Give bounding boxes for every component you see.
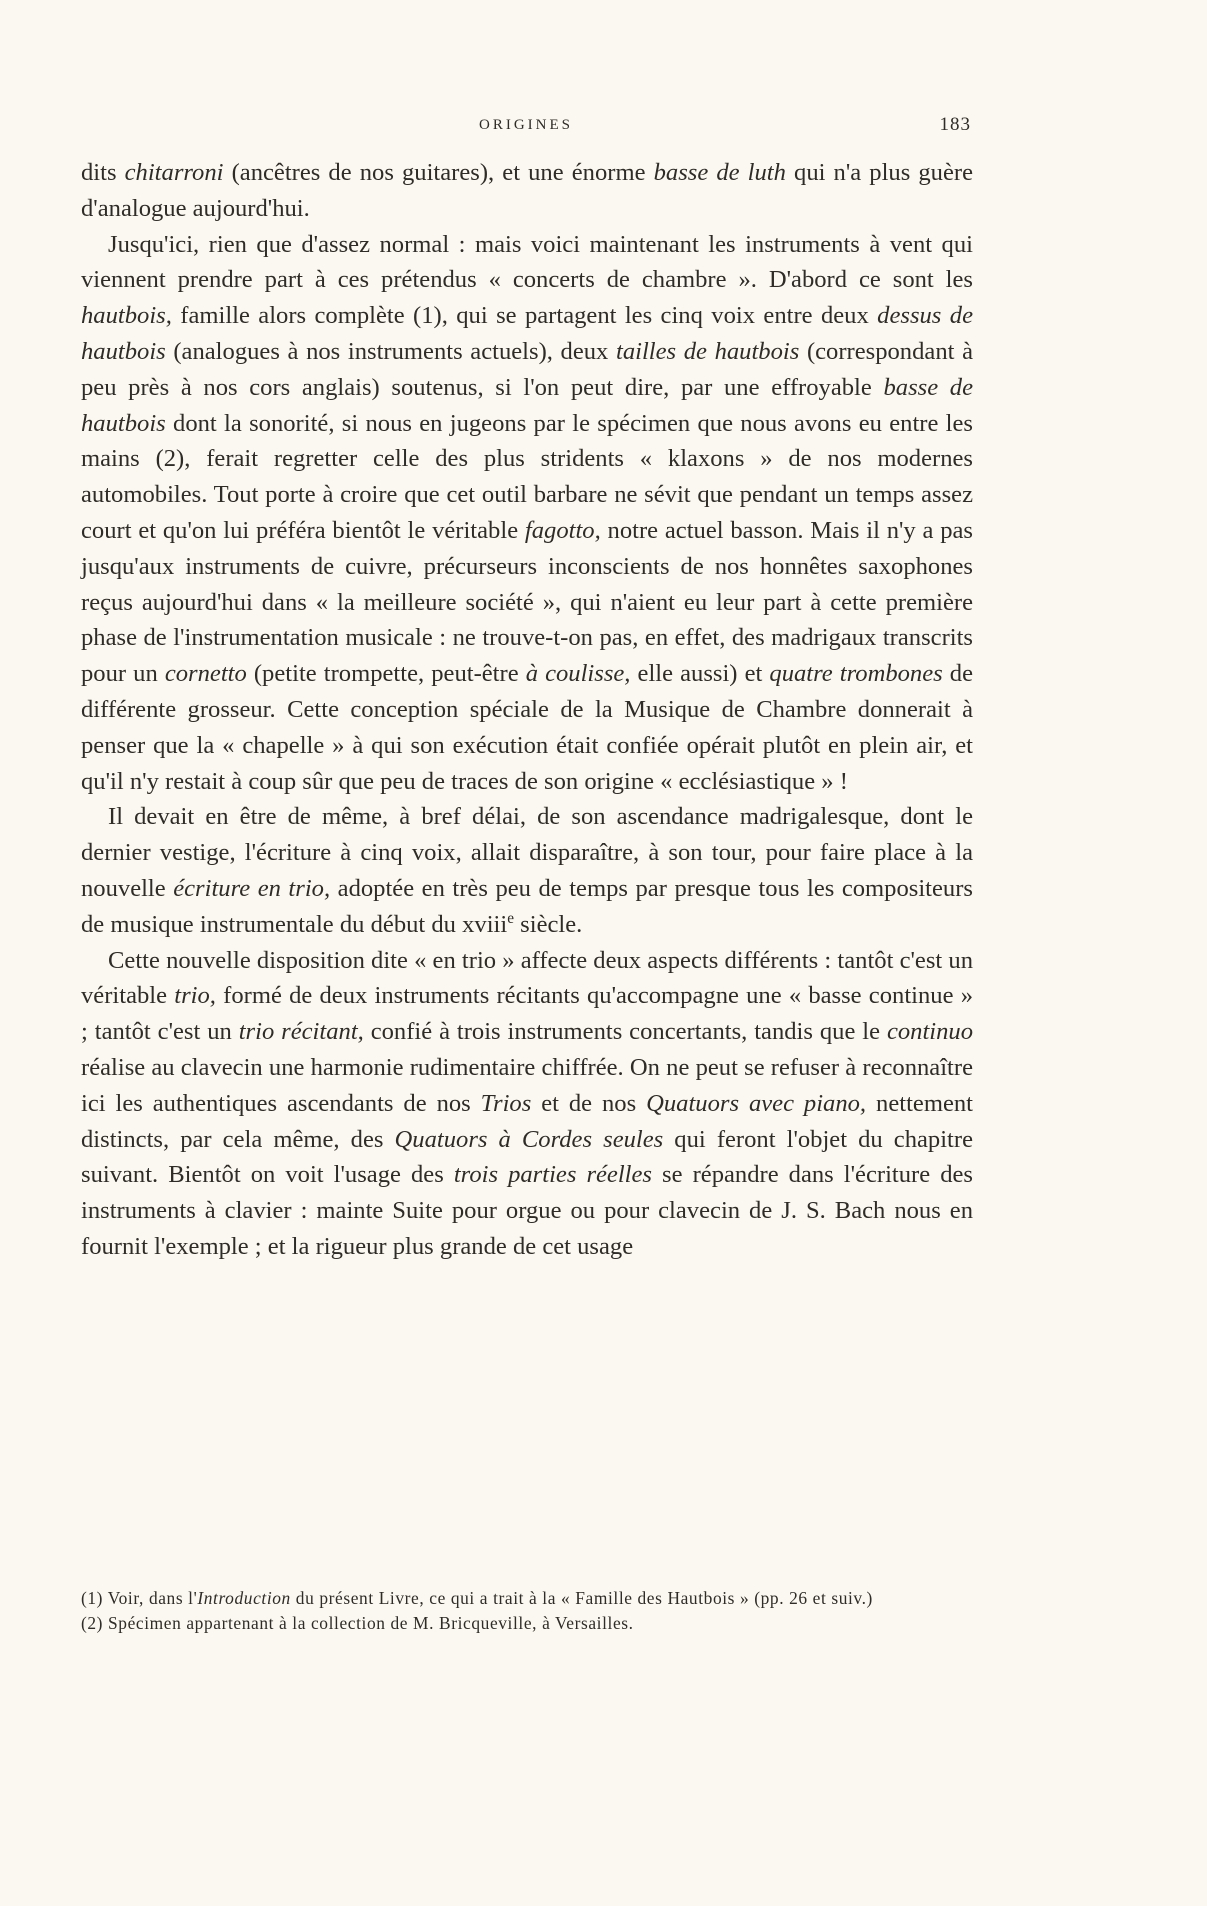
text-run: et de nos xyxy=(531,1089,647,1117)
text-run: famille alors complète (1), qui se partagent les cinq voix entre deux xyxy=(171,302,878,330)
paragraph-4 xyxy=(81,943,973,1265)
text-run: Il devait en être de même, à bref délai, de son ascendance madrigalesque, dont le dernier vestige, l'écriture à cinq voix, allait disparaître, à son tour, pour faire place à la nouvelle xyxy=(81,803,973,902)
paragraph-1 xyxy=(81,155,973,227)
italic-run: Trios xyxy=(480,1089,532,1117)
italic-run: à coulisse, xyxy=(525,660,631,688)
italic-run: chitarroni xyxy=(124,159,224,186)
text-run: (2) Spécimen appartenant à la collection de M. Bricqueville, à Versailles. xyxy=(81,1613,634,1633)
paragraph-2 xyxy=(81,227,973,800)
italic-run: trois parties réelles xyxy=(453,1161,652,1189)
text-run: (analogues à nos instruments actuels), deux xyxy=(165,337,616,365)
text-run: réalise au clavecin une harmonie rudimentaire chiffrée. On ne peut se refuser à reconnaître ici les authentiques ascendants de nos xyxy=(81,1053,973,1117)
text-run: Cette nouvelle disposition dite « en trio » affecte deux aspects différents : tantôt c'est un véritable xyxy=(81,946,973,1010)
italic-run: trio récitant, xyxy=(238,1018,364,1046)
italic-run: quatre trombones xyxy=(769,660,943,688)
page-number: 183 xyxy=(939,114,971,135)
running-head xyxy=(81,114,971,142)
text-run: qui n'a plus guère d'analogue aujourd'hui. xyxy=(81,159,973,222)
text-run: de différente grosseur. Cette conception spéciale de la Musique de Chambre donnerait à penser que la « chapelle » à qui son exécution était confiée opérait plutôt en plein air, et qu'il n'y restait à coup sûr que peu de traces de son origine « ecclésiastique » ! xyxy=(81,660,974,795)
main-text xyxy=(81,155,973,1265)
text-run: adoptée en très peu de temps par presque tous les compositeurs de musique instrumentale du début du xviii xyxy=(81,874,973,938)
text-run: confié à trois instruments concertants, tandis que le xyxy=(363,1018,887,1046)
text-run: formé de deux instruments récitants qu'accompagne une « basse continue » ; tantôt c'est un xyxy=(81,982,973,1046)
italic-run: écriture en trio, xyxy=(173,874,331,902)
text-run: qui feront l'objet du chapitre suivant. Bientôt on voit l'usage des xyxy=(81,1125,973,1189)
italic-run: dessus de hautbois xyxy=(81,302,973,365)
text-run: nettement distincts, par cela même, des xyxy=(81,1089,973,1153)
footnote-2 xyxy=(81,1611,993,1636)
italic-run: Introduction xyxy=(197,1588,291,1608)
italic-run: cornetto xyxy=(164,660,247,688)
italic-run: trio, xyxy=(174,982,216,1010)
text-run: notre actuel basson. Mais il n'y a pas jusqu'aux instruments de cuivre, précurseurs inconscients de nos honnêtes saxophones reçus aujourd'hui dans « la meilleure société », qui n'aient eu leur part à cette première phase de l'instrumentation musicale : ne trouve-t-on pas, en effet, des madrigaux transcrits pour un xyxy=(81,516,974,688)
text-run: (1) Voir, dans l' xyxy=(81,1588,198,1608)
italic-run: Quatuors avec piano, xyxy=(646,1089,867,1117)
paragraph-3 xyxy=(81,799,973,942)
italic-run: continuo xyxy=(886,1018,974,1046)
italic-run: basse de hautbois xyxy=(81,373,974,437)
italic-run: Quatuors à Cordes seules xyxy=(394,1125,664,1153)
text-run: (correspondant à peu près à nos cors anglais) soutenus, si l'on peut dire, par une effroyable xyxy=(81,337,973,401)
footnote-1 xyxy=(81,1586,993,1611)
text-run: dont la sonorité, si nous en jugeons par le spécimen que nous avons eu entre les mains (2), ferait regretter celle des plus stridents « klaxons » de nos modernes automobiles. Tout porte à croire que cet outil barbare ne sévit que pendant un temps assez court et qu'on lui préféra bientôt le véritable xyxy=(81,409,973,544)
running-title: ORIGINES xyxy=(479,117,573,133)
text-run: siècle. xyxy=(514,910,583,938)
text-run: du présent Livre, ce qui a trait à la « Famille des Hautbois » (pp. 26 et suiv.) xyxy=(290,1588,873,1608)
text-run: (petite trompette, peut-être xyxy=(246,660,526,688)
text-run: elle aussi) et xyxy=(630,660,770,688)
text-run: se répandre dans l'écriture des instruments à clavier : mainte Suite pour orgue ou pour clavecin de J. S. Bach nous en fournit l'exemple ; et la rigueur plus grande de cet usage xyxy=(81,1161,973,1260)
text-run: Jusqu'ici, rien que d'assez normal : mais voici maintenant les instruments à vent qui viennent prendre part à ces prétendus « concerts de chambre ». D'abord ce sont les xyxy=(81,230,973,294)
text-run: (ancêtres de nos guitares), et une énorme xyxy=(223,159,654,186)
italic-run: basse de luth xyxy=(653,159,786,186)
text-run: dits xyxy=(81,159,125,186)
superscript-run: e xyxy=(507,909,515,927)
italic-run: hautbois, xyxy=(81,302,172,330)
italic-run: fagotto, xyxy=(524,516,601,544)
italic-run: tailles de hautbois xyxy=(615,337,800,365)
footnotes xyxy=(81,1586,993,1636)
